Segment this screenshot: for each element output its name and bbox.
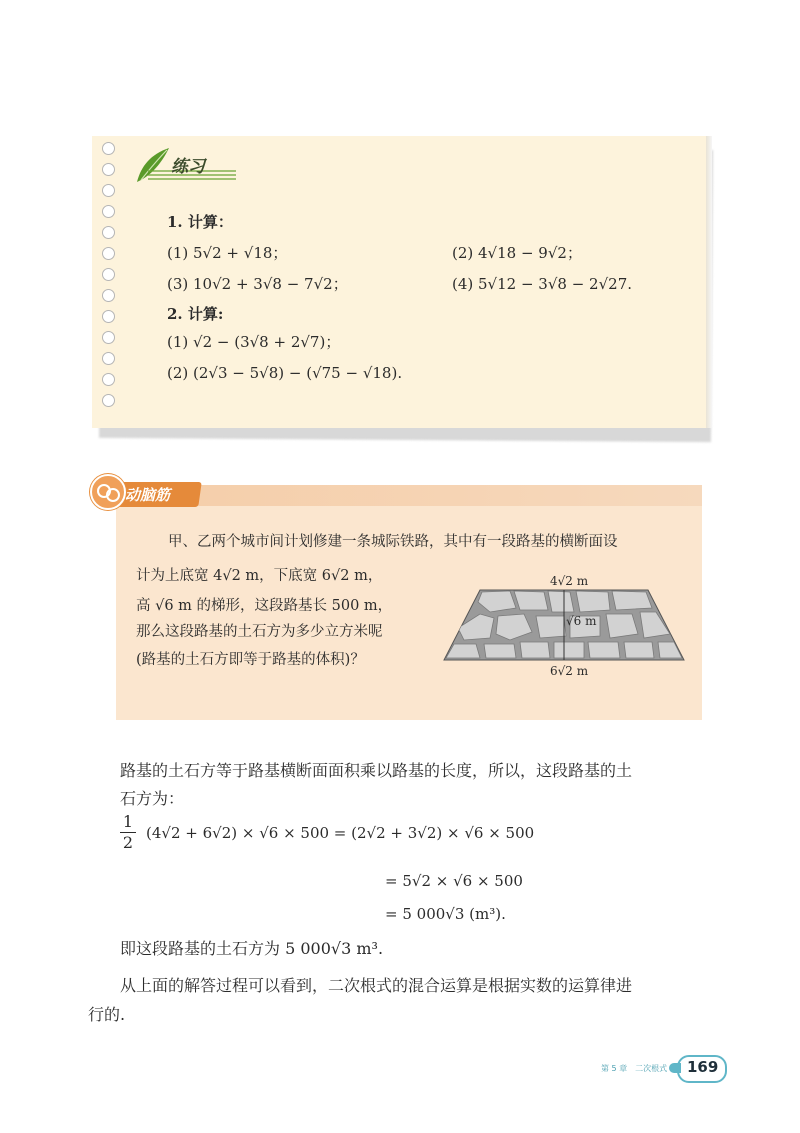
- trapezoid-bottom-label: 6√2 m: [550, 664, 589, 678]
- ring-icon: [102, 163, 115, 176]
- ring-icon: [102, 289, 115, 302]
- brain-text-line-3: 高 √6 m 的梯形，这段路基长 500 m，: [136, 598, 393, 614]
- brain-text-line-2: 计为上底宽 4√2 m，下底宽 6√2 m，: [136, 568, 383, 584]
- brain-text-line-1: 甲、乙两个城市间计划修建一条城际铁路，其中有一段路基的横断面设: [168, 534, 618, 550]
- trapezoid-height-label: √6 m: [566, 614, 597, 628]
- ring-icon: [102, 331, 115, 344]
- ring-icon: [102, 226, 115, 239]
- ring-icon: [102, 373, 115, 386]
- question-1-part-2: (2) 4√18 − 9√2；: [452, 244, 582, 262]
- gears-icon: [90, 474, 126, 510]
- question-1-part-3: (3) 10√2 + 3√8 − 7√2；: [167, 275, 348, 293]
- ring-icon: [102, 310, 115, 323]
- question-1-part-1: (1) 5√2 + √18；: [167, 244, 288, 262]
- solution-intro-line-2: 石方为：: [120, 789, 185, 808]
- brain-text-line-5: (路基的土石方即等于路基的体积)？: [136, 652, 365, 668]
- question-1-part-4: (4) 5√12 − 3√8 − 2√27.: [452, 275, 633, 293]
- ring-icon: [102, 268, 115, 281]
- question-2-part-1: (1) √2 − (3√8 + 2√7)；: [167, 333, 341, 351]
- answer-line: 即这段路基的土石方为 5 000√3 m³.: [120, 939, 384, 958]
- ring-icon: [102, 394, 115, 407]
- practice-title: 练习: [171, 157, 205, 177]
- ring-icon: [102, 247, 115, 260]
- fraction-denominator: 2: [122, 833, 134, 852]
- conclusion-line-1: 从上面的解答过程可以看到，二次根式的混合运算是根据实数的运算律进: [120, 976, 633, 995]
- brain-teaser-title: 动脑筋: [125, 486, 171, 504]
- trapezoid-figure: [440, 588, 690, 668]
- fraction-numerator: 1: [120, 812, 136, 833]
- equation-line-3: = 5 000√3 (m³).: [385, 905, 506, 923]
- fraction-one-half: [120, 812, 136, 853]
- footer-chapter-label: 第 5 章 二次根式: [601, 1064, 668, 1073]
- ring-icon: [102, 142, 115, 155]
- question-1-header: 1. 计算：: [167, 213, 233, 231]
- question-2-header: 2. 计算:: [167, 305, 224, 323]
- equation-line-1: (4√2 + 6√2) × √6 × 500 = (2√2 + 3√2) × √6 × 500: [146, 824, 535, 842]
- ring-icon: [102, 184, 115, 197]
- trapezoid-top-label: 4√2 m: [550, 574, 589, 588]
- question-2-part-2: (2) (2√3 − 5√8) − (√75 − √18).: [167, 364, 403, 382]
- page-number: 169: [687, 1058, 719, 1076]
- ring-icon: [102, 352, 115, 365]
- ring-icon: [102, 205, 115, 218]
- conclusion-line-2: 行的.: [88, 1005, 126, 1024]
- brain-text-line-4: 那么这段路基的土石方为多少立方米呢: [136, 624, 383, 640]
- solution-intro-line-1: 路基的土石方等于路基横断面面积乘以路基的长度，所以，这段路基的土: [120, 761, 633, 780]
- equation-line-2: = 5√2 × √6 × 500: [385, 872, 523, 890]
